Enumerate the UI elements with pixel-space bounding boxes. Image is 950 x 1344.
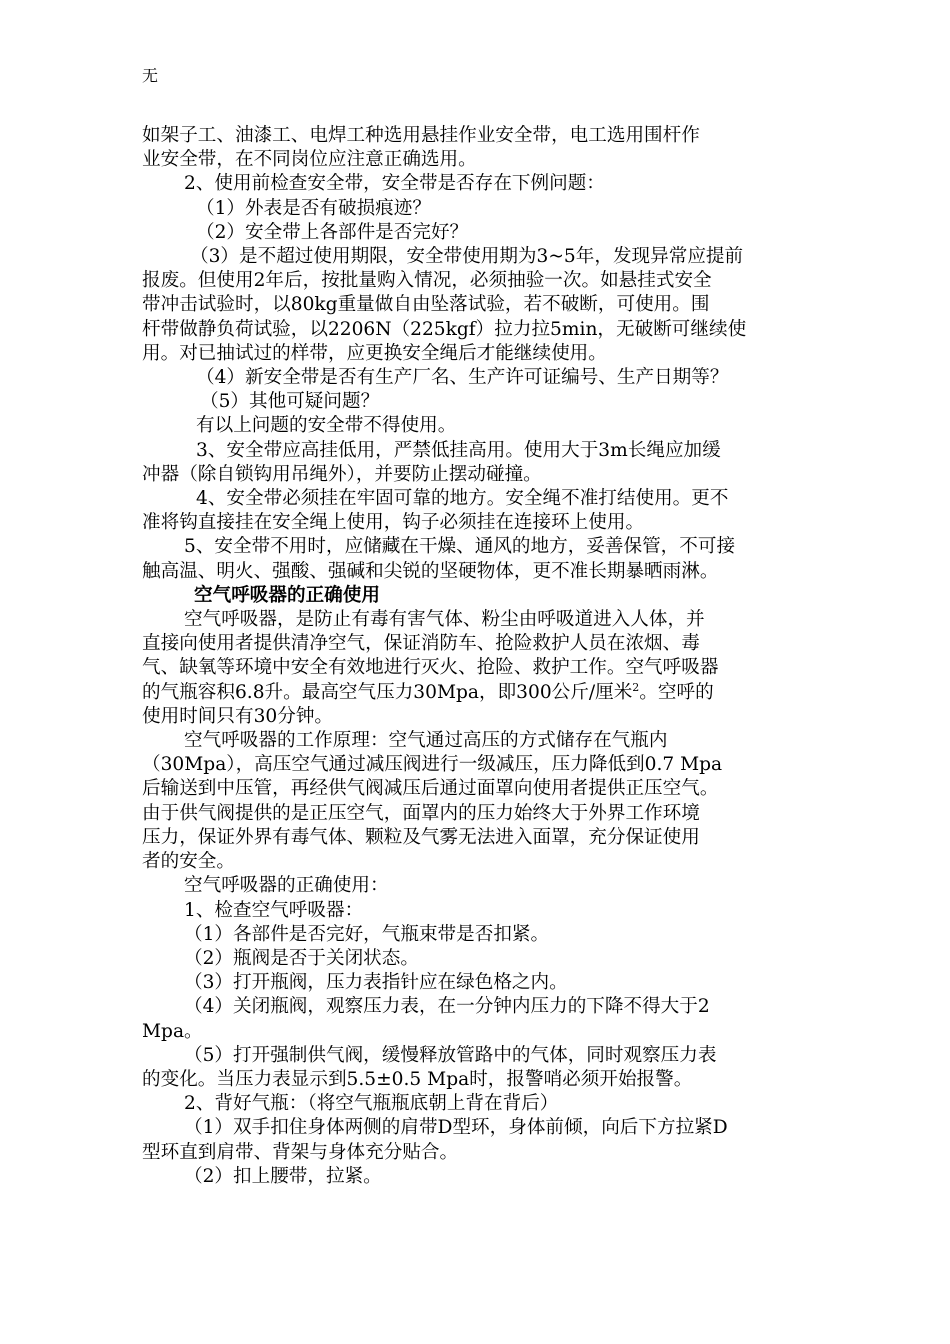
text-line (142, 197, 810, 221)
line-text: （3）打开瓶阀，压力表指针应在绿色格之内。 (184, 972, 568, 994)
text-line (142, 1020, 810, 1044)
line-text: （5）打开强制供气阀，缓慢释放管路中的气体，同时观察压力表 (184, 1044, 717, 1066)
text-line (142, 148, 810, 172)
text-line (142, 172, 810, 196)
line-text: 由于供气阀提供的是正压空气，面罩内的压力始终大于外界工作环境 (142, 802, 700, 824)
line-text: （4）关闭瓶阀，观察压力表，在一分钟内压力的下降不得大于2 (184, 996, 710, 1018)
text-line (142, 1141, 810, 1165)
text-line (142, 753, 810, 777)
line-text: 有以上问题的安全带不得使用。 (196, 415, 457, 437)
line-text: （2）瓶阀是否于关闭状态。 (184, 947, 419, 969)
line-text: 杆带做静负荷试验，以2206N（225kgf）拉力拉5min，无破断可继续使 (142, 318, 747, 340)
text-line (142, 1092, 810, 1116)
text-line (142, 874, 810, 898)
text-line (142, 899, 810, 923)
text-line (142, 608, 810, 632)
line-text: 空气呼吸器，是防止有毒有害气体、粉尘由呼吸道进入人体，并 (184, 609, 705, 631)
line-text: 空气呼吸器的正确使用： (184, 875, 389, 897)
text-line (142, 366, 810, 390)
line-text: 2、使用前检查安全带，安全带是否存在下例问题： (184, 173, 605, 195)
line-text: （1）各部件是否完好，气瓶束带是否扣紧。 (184, 923, 550, 945)
line-text: 空气呼吸器的工作原理：空气通过高压的方式储存在气瓶内 (184, 730, 668, 752)
text-line (142, 439, 810, 463)
line-text: （1）双手扣住身体两侧的肩带D型环，身体前倾，向后下方拉紧D (184, 1117, 728, 1139)
line-text: （2）扣上腰带，拉紧。 (184, 1165, 382, 1187)
text-line (142, 342, 810, 366)
text-line (142, 390, 810, 414)
line-text: （30Mpa），高压空气通过减压阀进行一级减压，压力降低到0.7 Mpa (142, 754, 723, 776)
line-text: 触高温、明火、强酸、强碱和尖锐的坚硬物体，更不准长期暴晒雨淋。 (142, 560, 719, 582)
line-text: 冲器（除自锁钩用吊绳外），并要防止摆动碰撞。 (142, 463, 542, 485)
text-line (142, 923, 810, 947)
line-text: 用。对已抽试过的样带，应更换安全绳后才能继续使用。 (142, 342, 607, 364)
line-text: 型环直到肩带、背架与身体充分贴合。 (142, 1141, 459, 1163)
line-text: （3）是不超过使用期限，安全带使用期为3~5年，发现异常应提前 (190, 246, 744, 268)
text-line (142, 1116, 810, 1140)
line-text: 业安全带，在不同岗位应注意正确选用。 (142, 149, 477, 171)
line-text: Mpa。 (142, 1020, 203, 1042)
line-text: （1）外表是否有破损痕迹？ (196, 197, 431, 219)
line-text: （5）其他可疑问题？ (200, 391, 380, 413)
text-line (142, 124, 810, 148)
text-line (142, 826, 810, 850)
text-line (142, 1044, 810, 1068)
text-line (142, 245, 810, 269)
line-text: 4、安全带必须挂在牢固可靠的地方。安全绳不准打结使用。更不 (196, 488, 729, 510)
text-line (142, 705, 810, 729)
line-text: 使用时间只有30分钟。 (142, 705, 334, 727)
line-text: 者的安全。 (142, 851, 235, 873)
line-text: 带冲击试验时，以80kg重量做自由坠落试验，若不破断，可使用。围 (142, 294, 710, 316)
line-text: 的变化。当压力表显示到5.5±0.5 Mpa时，报警哨必须开始报警。 (142, 1068, 693, 1090)
text-line (142, 850, 810, 874)
text-line (142, 487, 810, 511)
text-line (142, 293, 810, 317)
line-text: 后输送到中压管，再经供气阀减压后通过面罩向使用者提供正压空气。 (142, 778, 719, 800)
text-line (142, 1068, 810, 1092)
text-line (142, 971, 810, 995)
text-line (142, 681, 810, 705)
line-text: 压力，保证外界有毒气体、颗粒及气雾无法进入面罩，充分保证使用 (142, 826, 700, 848)
text-line (142, 802, 810, 826)
text-line (142, 656, 810, 680)
text-line (142, 1165, 810, 1189)
line-text: 的气瓶容积6.8升。最高空气压力30Mpa，即300公斤/厘米 (142, 681, 633, 703)
text-line (142, 269, 810, 293)
page-header: 无 (142, 66, 159, 85)
line-text: 5、安全带不用时，应储藏在干燥、通风的地方，妥善保管，不可接 (184, 536, 736, 558)
line-text: 2、背好气瓶：（将空气瓶瓶底朝上背在背后） (184, 1093, 559, 1115)
text-line (142, 632, 810, 656)
line-text: 气、缺氧等环境中安全有效地进行灭火、抢险、救护工作。空气呼吸器 (142, 657, 719, 679)
superscript: 2 (632, 680, 640, 694)
text-line (142, 729, 810, 753)
text-line (142, 463, 810, 487)
line-text-continued: 。空呼的 (639, 681, 714, 703)
line-text: （4）新安全带是否有生产厂名、生产许可证编号、生产日期等？ (196, 367, 729, 389)
text-line (142, 995, 810, 1019)
text-line (142, 535, 810, 559)
text-line (142, 414, 810, 438)
text-line (142, 560, 810, 584)
text-line (142, 947, 810, 971)
text-line (142, 318, 810, 342)
text-line (142, 511, 810, 535)
document-body (142, 124, 810, 1189)
line-text: 报废。但使用2年后，按批量购入情况，必须抽验一次。如悬挂式安全 (142, 270, 712, 292)
text-line (142, 777, 810, 801)
line-text: 准将钩直接挂在安全绳上使用，钩子必须挂在连接环上使用。 (142, 512, 645, 534)
line-text: 1、检查空气呼吸器： (184, 899, 364, 921)
line-text: 如架子工、油漆工、电焊工种选用悬挂作业安全带，电工选用围杆作 (142, 125, 700, 146)
line-text: 3、安全带应高挂低用，严禁低挂高用。使用大于3m长绳应加缓 (196, 439, 721, 461)
line-text: 空气呼吸器的正确使用 (194, 584, 380, 606)
text-line (142, 221, 810, 245)
line-text: （2）安全带上各部件是否完好？ (196, 221, 469, 243)
section-heading (142, 584, 810, 608)
line-text: 直接向使用者提供清净空气，保证消防车、抢险救护人员在浓烟、毒 (142, 633, 700, 655)
